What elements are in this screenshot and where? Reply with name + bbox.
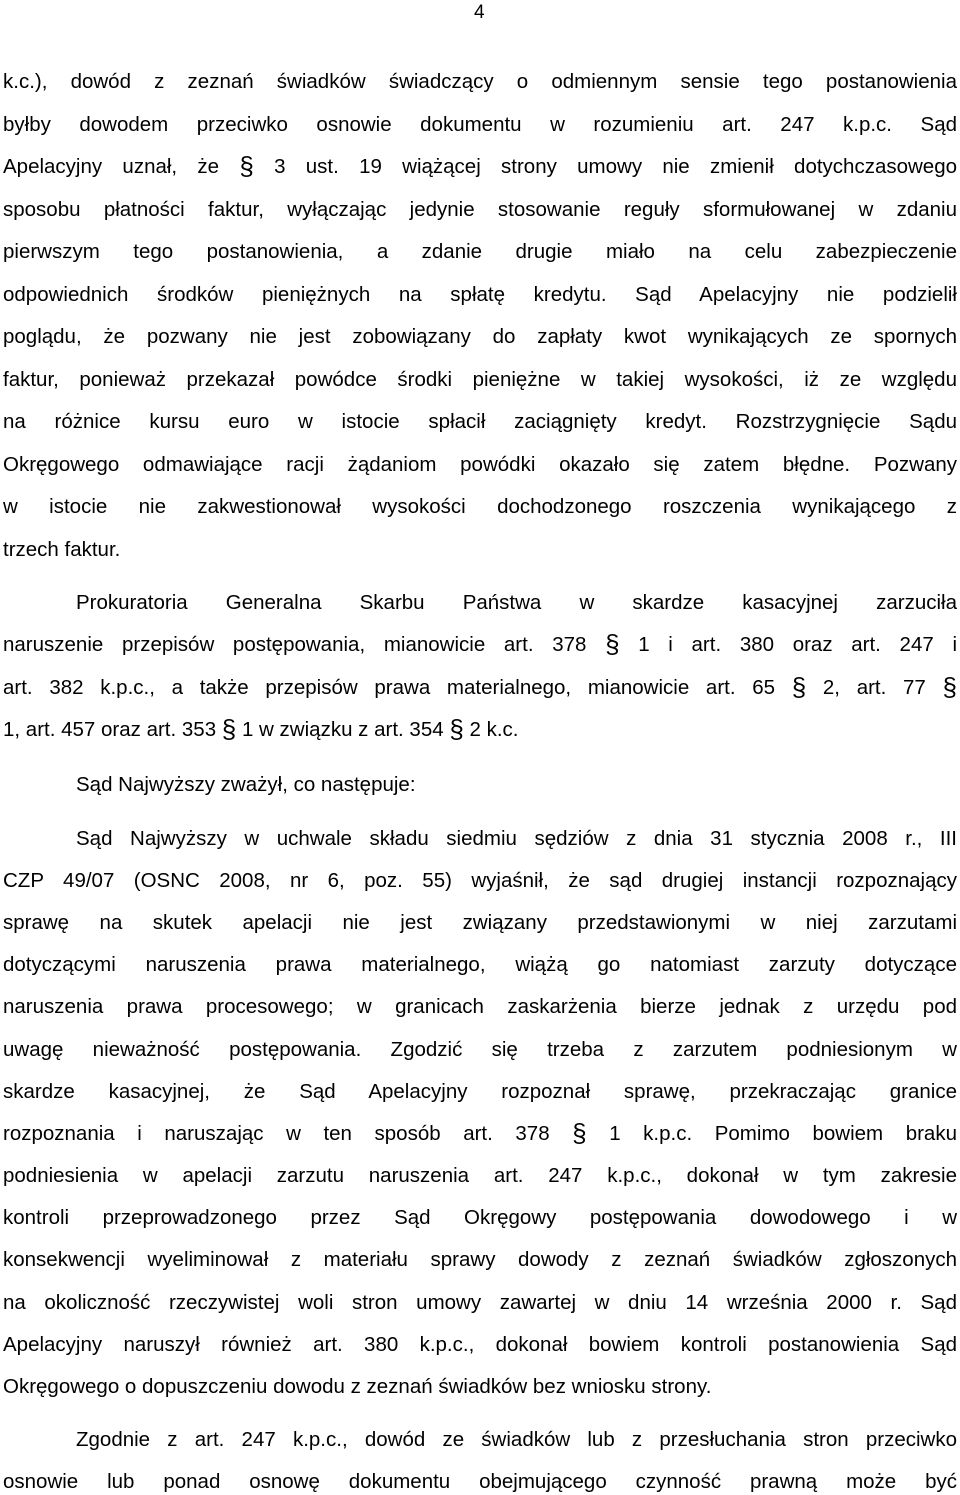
text-line: byłby dowodem przeciwko osnowie dokumentu w rozumieniu art. 247 k.p.c. Sąd — [3, 113, 957, 136]
text-line: Sąd Najwyższy zważył, co następuje: — [76, 773, 416, 796]
text-line: Sąd Najwyższy w uchwale składu siedmiu sędziów z dnia 31 stycznia 2008 r., III — [76, 827, 957, 850]
text-line: trzech faktur. — [3, 538, 121, 561]
text-line: Okręgowego o dopuszczeniu dowodu z zeznań świadków bez wniosku strony. — [3, 1375, 712, 1398]
section-sign: § — [942, 672, 957, 702]
section-sign: § — [449, 714, 464, 744]
text-line: dotyczącymi naruszenia prawa materialnego, wiążą go natomiast zarzuty dotyczące — [3, 953, 957, 976]
text-line: naruszenie przepisów postępowania, mianowicie art. 378 § 1 i art. 380 oraz art. 247 i — [3, 629, 957, 659]
text-line: k.c.), dowód z zeznań świadków świadczący o odmiennym sensie tego postanowienia — [3, 70, 957, 93]
section-sign: § — [572, 1118, 587, 1148]
text-line: skardze kasacyjnej, że Sąd Apelacyjny rozpoznał sprawę, przekraczając granice — [3, 1080, 957, 1103]
text-line: Okręgowego odmawiające racji żądaniom powódki okazało się zatem błędne. Pozwany — [3, 453, 957, 476]
section-sign: § — [605, 629, 620, 659]
page-number: 4 — [474, 2, 485, 23]
text-line: rozpoznania i naruszając w ten sposób art. 378 § 1 k.p.c. Pomimo bowiem braku — [3, 1118, 957, 1148]
text-line: Zgodnie z art. 247 k.p.c., dowód ze świadków lub z przesłuchania stron przeciwko — [76, 1428, 957, 1451]
text-line: uwagę nieważność postępowania. Zgodzić się trzeba z zarzutem podniesionym w — [3, 1038, 957, 1061]
text-line: osnowie lub ponad osnowę dokumentu obejmującego czynność prawną może być — [3, 1470, 957, 1493]
text-line: konsekwencji wyeliminował z materiału sprawy dowody z zeznań świadków zgłoszonych — [3, 1248, 957, 1271]
text-line: odpowiednich środków pieniężnych na spłatę kredytu. Sąd Apelacyjny nie podzielił — [3, 283, 957, 306]
text-line: na różnice kursu euro w istocie spłacił zaciągnięty kredyt. Rozstrzygnięcie Sądu — [3, 410, 957, 433]
text-line: 1, art. 457 oraz art. 353 § 1 w związku z art. 354 § 2 k.c. — [3, 714, 519, 744]
text-line: Apelacyjny uznał, że § 3 ust. 19 wiążącej strony umowy nie zmienił dotychczasowego — [3, 151, 957, 181]
text-line: faktur, ponieważ przekazał powódce środki pieniężne w takiej wysokości, iż ze względu — [3, 368, 957, 391]
section-sign: § — [221, 714, 237, 744]
text-line: kontroli przeprowadzonego przez Sąd Okręgowy postępowania dowodowego i w — [3, 1206, 957, 1229]
text-line: sprawę na skutek apelacji nie jest związany przedstawionymi w niej zarzutami — [3, 911, 957, 934]
text-line: pierwszym tego postanowienia, a zdanie drugie miało na celu zabezpieczenie — [3, 240, 957, 263]
section-sign: § — [791, 672, 807, 702]
text-line: podniesienia w apelacji zarzutu naruszenia art. 247 k.p.c., dokonał w tym zakresie — [3, 1164, 957, 1187]
text-line: naruszenia prawa procesowego; w granicach zaskarżenia bierze jednak z urzędu pod — [3, 995, 957, 1018]
text-line: na okoliczność rzeczywistej woli stron umowy zawartej w dniu 14 września 2000 r. Sąd — [3, 1291, 957, 1314]
text-line: CZP 49/07 (OSNC 2008, nr 6, poz. 55) wyjaśnił, że sąd drugiej instancji rozpoznający — [3, 869, 957, 892]
text-line: Apelacyjny naruszył również art. 380 k.p.c., dokonał bowiem kontroli postanowienia Sąd — [3, 1333, 957, 1356]
section-sign: § — [239, 151, 254, 181]
text-line: sposobu płatności faktur, wyłączając jedynie stosowanie reguły sformułowanej w zdaniu — [3, 198, 957, 221]
text-line: poglądu, że pozwany nie jest zobowiązany do zapłaty kwot wynikających ze spornych — [3, 325, 957, 348]
text-line: w istocie nie zakwestionował wysokości dochodzonego roszczenia wynikającego z — [3, 495, 957, 518]
text-line: art. 382 k.p.c., a także przepisów prawa materialnego, mianowicie art. 65 § 2, art. 77 § — [3, 672, 957, 702]
text-line: Prokuratoria Generalna Skarbu Państwa w skardze kasacyjnej zarzuciła — [76, 591, 957, 614]
